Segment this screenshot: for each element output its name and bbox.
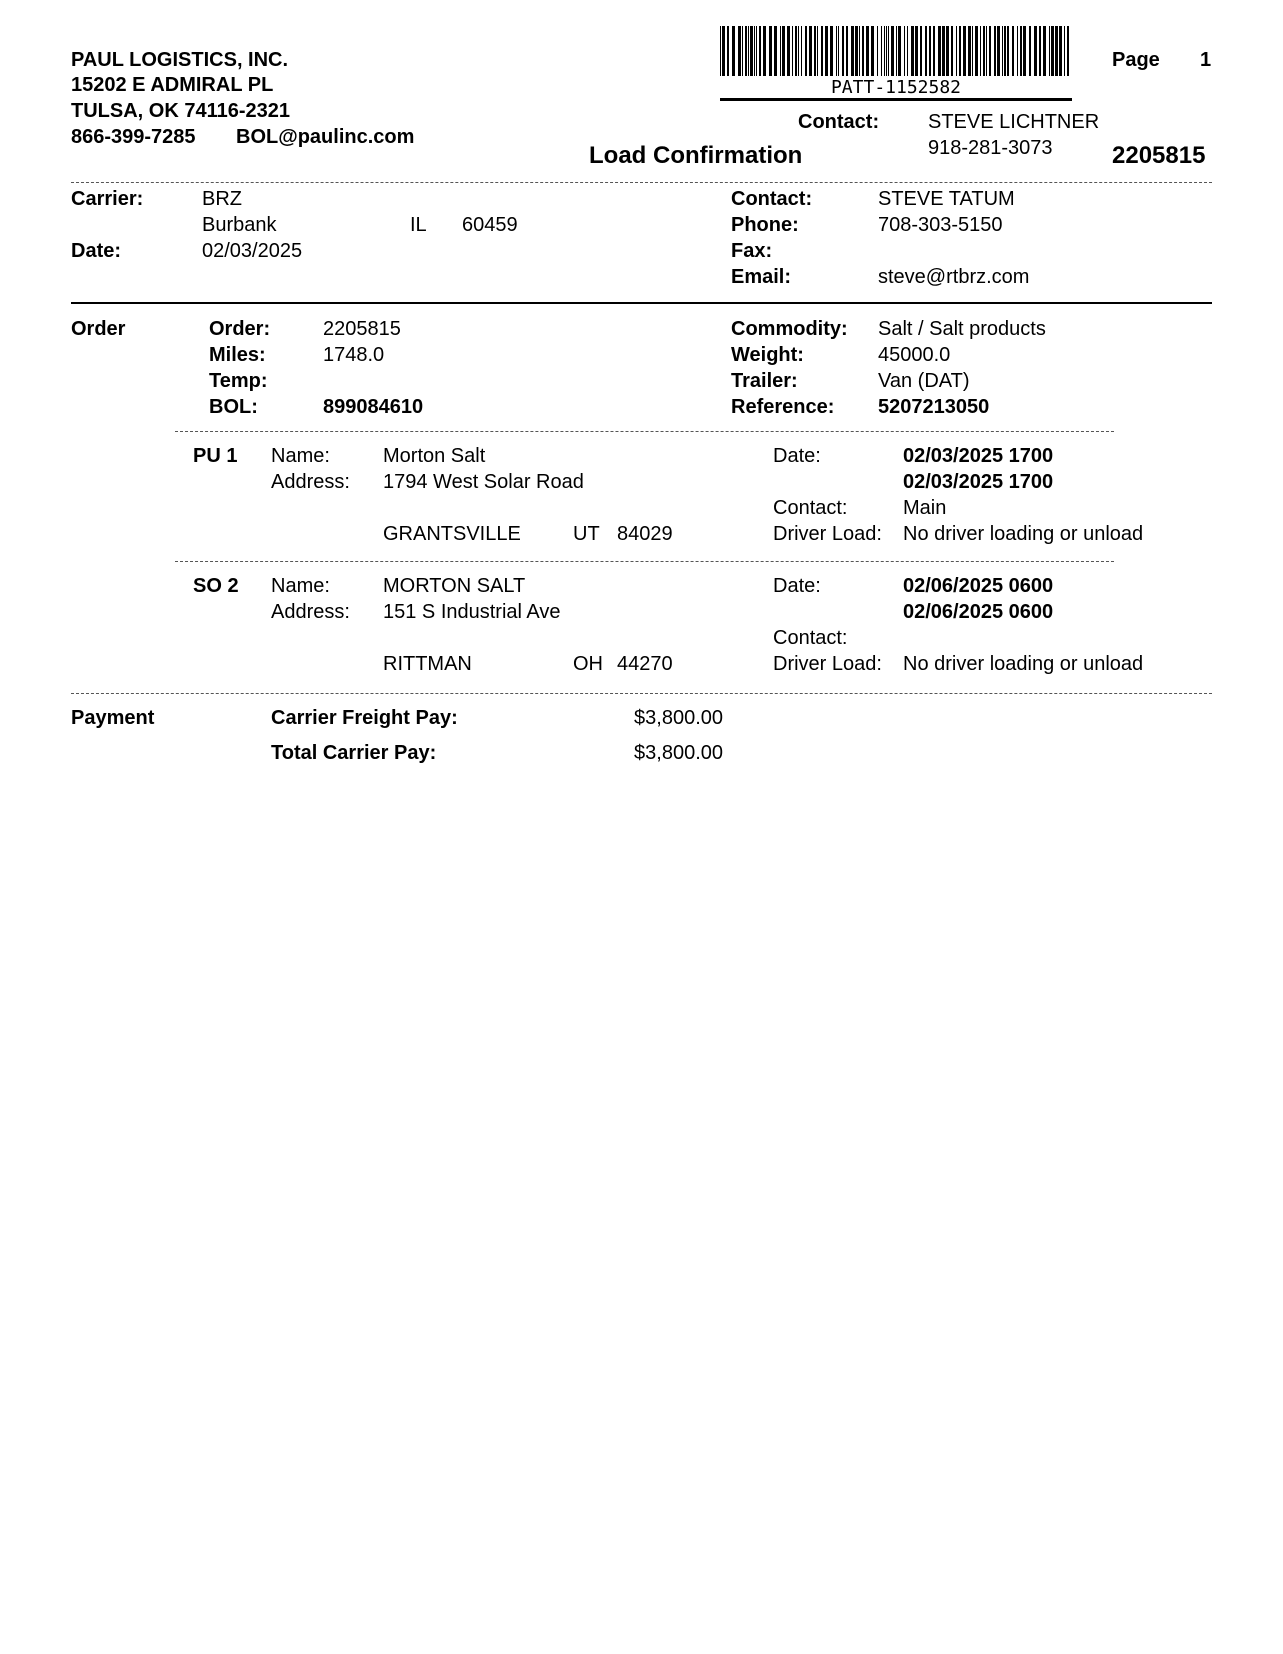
stop-driver-load: No driver loading or unload — [903, 653, 1144, 675]
company-name: PAUL LOGISTICS, INC. — [71, 49, 289, 71]
barcode-bar — [814, 26, 816, 76]
divider — [71, 182, 1212, 183]
carrier-state: IL — [410, 214, 427, 236]
barcode-bar — [805, 26, 807, 76]
barcode-bar — [756, 26, 757, 76]
barcode-bar — [722, 26, 725, 76]
company-phone: 866-399-7285 — [71, 126, 196, 148]
barcode-bar — [738, 26, 741, 76]
barcode-bar — [748, 26, 749, 76]
barcode-bar — [896, 26, 897, 76]
barcode-bar — [1017, 26, 1018, 76]
barcode-underline — [720, 98, 1072, 101]
miles-value: 1748.0 — [323, 344, 385, 366]
barcode-bar — [898, 26, 901, 76]
barcode-bar — [862, 26, 864, 76]
weight-label: Weight: — [731, 344, 804, 366]
barcode-bar — [989, 26, 991, 76]
barcode-bar — [838, 26, 839, 76]
barcode-bar — [959, 26, 961, 76]
barcode-bar — [920, 26, 922, 76]
miles-label: Miles: — [209, 344, 266, 366]
barcode-bar — [915, 26, 918, 76]
stop-name-label: Name: — [271, 575, 330, 597]
commodity-value: Salt / Salt products — [878, 318, 1046, 340]
reference-label: Reference: — [731, 396, 835, 418]
stop-zip: 44270 — [617, 653, 673, 675]
company-street: 15202 E ADMIRAL PL — [71, 74, 274, 96]
barcode-bar — [866, 26, 869, 76]
stop-state: UT — [573, 523, 600, 545]
barcode-bar — [986, 26, 987, 76]
barcode-bar — [782, 26, 785, 76]
stop-address-label: Address: — [271, 601, 350, 623]
freight-pay-label: Carrier Freight Pay: — [271, 707, 458, 729]
barcode-bar — [1029, 26, 1031, 76]
barcode-bar — [951, 26, 953, 76]
stop-date-start: 02/06/2025 0600 — [903, 575, 1054, 597]
barcode-bar — [1020, 26, 1022, 76]
stop-driver-load-label: Driver Load: — [773, 653, 882, 675]
page-label: Page — [1112, 49, 1160, 71]
barcode-bar — [745, 26, 747, 76]
stop-address-label: Address: — [271, 471, 350, 493]
stop-date-label: Date: — [773, 575, 821, 597]
commodity-label: Commodity: — [731, 318, 848, 340]
barcode-bar — [798, 26, 799, 76]
barcode-bar — [750, 26, 753, 76]
barcode-bar — [754, 26, 755, 76]
stop-city: RITTMAN — [383, 653, 472, 675]
carrier-date: 02/03/2025 — [202, 240, 303, 262]
barcode-bar — [994, 26, 996, 76]
carrier-email: steve@rtbrz.com — [878, 266, 1030, 288]
carrier-contact: STEVE TATUM — [878, 188, 1015, 210]
freight-pay-value: $3,800.00 — [634, 707, 723, 729]
barcode-bar — [720, 26, 721, 76]
barcode-bar — [809, 26, 812, 76]
header-contact-label: Contact: — [798, 111, 880, 133]
barcode-bar — [787, 26, 790, 76]
barcode-bar — [846, 26, 848, 76]
stop-zip: 84029 — [617, 523, 673, 545]
barcode-bar — [774, 26, 777, 76]
barcode-bar — [1049, 26, 1050, 76]
carrier-city: Burbank — [202, 214, 277, 236]
stop-address: 1794 West Solar Road — [383, 471, 584, 493]
stop-name: Morton Salt — [383, 445, 486, 467]
barcode-bar — [855, 26, 858, 76]
barcode-bar — [1007, 26, 1009, 76]
barcode-bar — [997, 26, 1000, 76]
barcode-bar — [1004, 26, 1006, 76]
barcode-bar — [792, 26, 793, 76]
carrier-name: BRZ — [202, 188, 242, 210]
barcode-bar — [836, 26, 837, 76]
stop-date-end: 02/06/2025 0600 — [903, 601, 1054, 623]
company-city: TULSA, OK 74116-2321 — [71, 100, 290, 122]
divider — [175, 431, 1114, 432]
trailer-value: Van (DAT) — [878, 370, 970, 392]
stop-driver-load-label: Driver Load: — [773, 523, 882, 545]
stop-contact-label: Contact: — [773, 627, 848, 649]
barcode-bar — [830, 26, 833, 76]
barcode-bar — [851, 26, 854, 76]
barcode-bar — [1064, 26, 1065, 76]
header-contact-phone: 918-281-3073 — [928, 137, 1053, 159]
barcode-bar — [946, 26, 949, 76]
carrier-phone: 708-303-5150 — [878, 214, 1003, 236]
barcode-bar — [904, 26, 905, 76]
barcode-bar — [888, 26, 889, 76]
stop-name: MORTON SALT — [383, 575, 526, 597]
barcode-bar — [929, 26, 931, 76]
carrier-contact-label: Contact: — [731, 188, 813, 210]
divider — [71, 693, 1212, 694]
divider — [175, 561, 1114, 562]
barcode-bar — [825, 26, 828, 76]
barcode-bar — [972, 26, 973, 76]
barcode-bar — [907, 26, 908, 76]
stop-driver-load: No driver loading or unload — [903, 523, 1144, 545]
barcode-bar — [859, 26, 860, 76]
barcode-bar — [742, 26, 743, 76]
barcode-bar — [963, 26, 966, 76]
stop-contact-label: Contact: — [773, 497, 848, 519]
stop-date-label: Date: — [773, 445, 821, 467]
barcode-bar — [727, 26, 729, 76]
section-divider — [71, 302, 1212, 304]
company-email: BOL@paulinc.com — [236, 126, 415, 148]
barcode-bar — [732, 26, 735, 76]
barcode-bar — [871, 26, 874, 76]
reference-value: 5207213050 — [878, 396, 990, 418]
page-number: 1 — [1200, 49, 1212, 71]
stop-date-end: 02/03/2025 1700 — [903, 471, 1054, 493]
barcode-bar — [933, 26, 935, 76]
barcode-bar — [877, 26, 878, 76]
header-contact-name: STEVE LICHTNER — [928, 111, 1100, 133]
barcode-bar — [956, 26, 957, 76]
barcode-text: PATT-1152582 — [830, 77, 962, 98]
barcode-bar — [925, 26, 927, 76]
barcode-bar — [891, 26, 894, 76]
barcode-bar — [983, 26, 985, 76]
barcode-bar — [1051, 26, 1054, 76]
stop-name-label: Name: — [271, 445, 330, 467]
load-number: 2205815 — [1112, 142, 1206, 169]
barcode-bar — [763, 26, 766, 76]
barcode-bar — [1059, 26, 1062, 76]
barcode-bar — [842, 26, 844, 76]
barcode-bar — [759, 26, 761, 76]
barcode-bar — [1034, 26, 1037, 76]
order-section-label: Order — [71, 318, 126, 340]
barcode-bar — [942, 26, 945, 76]
barcode-bar — [1039, 26, 1041, 76]
carrier-date-label: Date: — [71, 240, 122, 262]
carrier-phone-label: Phone: — [731, 214, 799, 236]
barcode-bar — [780, 26, 781, 76]
temp-label: Temp: — [209, 370, 268, 392]
barcode-bar — [1067, 26, 1069, 76]
barcode-image — [720, 26, 1072, 76]
barcode-bar — [886, 26, 887, 76]
barcode-bar — [938, 26, 941, 76]
barcode-bar — [968, 26, 971, 76]
stop-contact: Main — [903, 497, 947, 519]
document-title: Load Confirmation — [589, 142, 803, 169]
barcode-bar — [1002, 26, 1003, 76]
stop-address: 151 S Industrial Ave — [383, 601, 561, 623]
carrier-fax-label: Fax: — [731, 240, 773, 262]
order-number: 2205815 — [323, 318, 401, 340]
barcode-bar — [980, 26, 981, 76]
barcode-bar — [881, 26, 882, 76]
barcode-bar — [769, 26, 772, 76]
barcode-bar — [801, 26, 802, 76]
stop-code: SO 2 — [193, 575, 239, 597]
barcode-bar — [884, 26, 885, 76]
barcode-bar — [975, 26, 978, 76]
barcode-bar — [911, 26, 914, 76]
stop-state: OH — [573, 653, 603, 675]
bol-label: BOL: — [209, 396, 258, 418]
barcode-bar — [1023, 26, 1026, 76]
payment-section-label: Payment — [71, 707, 155, 729]
weight-value: 45000.0 — [878, 344, 951, 366]
order-number-label: Order: — [209, 318, 271, 340]
stop-date-start: 02/03/2025 1700 — [903, 445, 1054, 467]
carrier-email-label: Email: — [731, 266, 792, 288]
barcode-bar — [1043, 26, 1046, 76]
trailer-label: Trailer: — [731, 370, 798, 392]
barcode-bar — [795, 26, 797, 76]
carrier-zip: 60459 — [462, 214, 518, 236]
stop-city: GRANTSVILLE — [383, 523, 521, 545]
total-pay-label: Total Carrier Pay: — [271, 742, 437, 764]
stop-code: PU 1 — [193, 445, 238, 467]
barcode-bar — [821, 26, 823, 76]
barcode-bar — [817, 26, 818, 76]
total-pay-value: $3,800.00 — [634, 742, 723, 764]
bol-value: 899084610 — [323, 396, 424, 418]
barcode-bar — [1012, 26, 1014, 76]
carrier-label: Carrier: — [71, 188, 144, 210]
barcode-bar — [1055, 26, 1058, 76]
